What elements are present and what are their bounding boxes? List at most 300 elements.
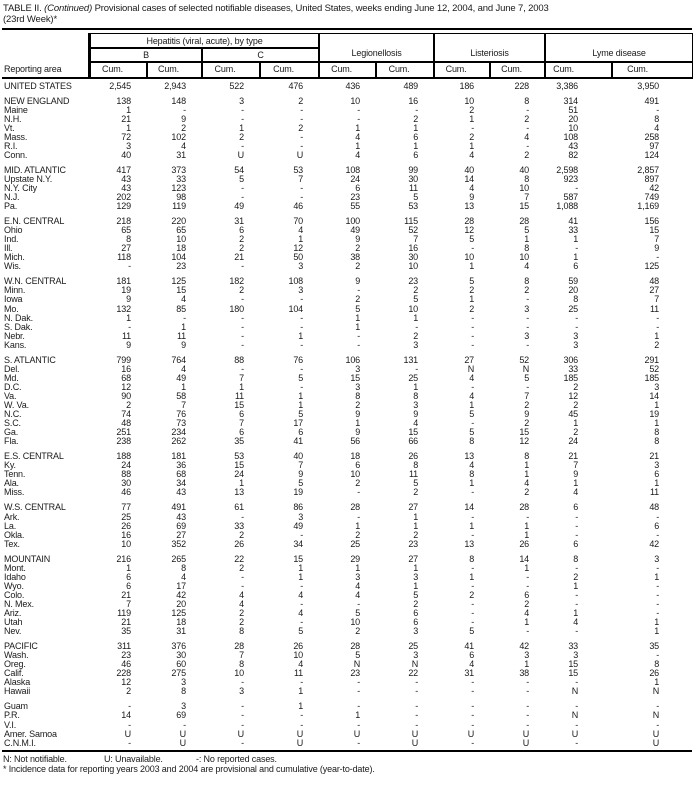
value-cell: 15	[234, 460, 244, 471]
value-cell: -	[526, 312, 530, 323]
value-cell: -	[241, 182, 244, 193]
value-cell: -	[575, 737, 579, 748]
reporting-area-cell: Del.	[4, 363, 20, 374]
value-cell: 30	[408, 252, 419, 263]
value-cell: 3	[524, 330, 530, 341]
value-cell: 5	[298, 478, 304, 489]
value-cell: 8	[469, 436, 475, 447]
value-cell: U	[353, 728, 361, 739]
reporting-area-cell: W.N. CENTRAL	[4, 276, 67, 287]
title-week: (23rd Week)*	[3, 13, 57, 25]
value-cell: 1	[573, 580, 579, 591]
value-cell: -	[128, 261, 131, 272]
value-cell: 228	[116, 668, 131, 679]
table-row	[2, 277, 693, 286]
value-cell: 43	[121, 182, 131, 193]
table-row	[2, 124, 693, 133]
value-cell: 43	[121, 173, 131, 184]
col-header-cum-2004	[202, 62, 260, 79]
value-cell: 25	[408, 641, 419, 652]
reporting-area-cell: Calif.	[4, 668, 24, 679]
value-cell: 3	[355, 363, 361, 374]
value-cell: 764	[171, 354, 186, 365]
value-cell: 265	[171, 553, 186, 564]
value-cell: 587	[563, 192, 579, 203]
value-cell: 5	[298, 409, 304, 420]
value-cell: 26	[519, 538, 530, 549]
value-cell: 2	[239, 617, 244, 628]
value-cell: 12	[121, 677, 131, 688]
value-cell: 6	[239, 225, 244, 236]
cum-label: Cum.	[501, 64, 522, 74]
value-cell: -	[575, 520, 579, 531]
value-cell: 4	[181, 363, 186, 374]
table-row	[2, 609, 693, 618]
value-cell: 6	[355, 182, 361, 193]
table-row	[2, 651, 693, 660]
reporting-area-cell: E.S. CENTRAL	[4, 451, 64, 462]
value-cell: -	[575, 626, 579, 637]
value-cell: 104	[171, 252, 186, 263]
value-cell: -	[357, 104, 361, 115]
value-cell: -	[415, 104, 419, 115]
value-cell: 106	[345, 354, 361, 365]
value-cell: 119	[117, 607, 131, 618]
table-row	[2, 470, 693, 479]
table-row	[2, 184, 693, 193]
value-cell: 1	[469, 571, 475, 582]
cum-label: Cum.	[102, 64, 123, 74]
value-cell: 56	[350, 436, 361, 447]
value-cell: 9	[355, 409, 361, 420]
value-cell: 5	[524, 372, 530, 383]
value-cell: 1	[524, 520, 530, 531]
value-cell: -	[300, 140, 304, 151]
value-cell: 88	[121, 469, 131, 480]
value-cell: -	[357, 701, 361, 712]
reporting-area-cell: V.I.	[4, 719, 17, 730]
value-cell: 53	[293, 164, 304, 175]
value-cell: 10	[519, 182, 530, 193]
reporting-area-cell: Wash.	[4, 650, 29, 661]
value-cell: -	[415, 719, 419, 730]
table-row	[2, 437, 693, 446]
value-cell: 4	[355, 131, 361, 142]
table-row	[2, 323, 693, 332]
table-row	[2, 591, 693, 600]
value-cell: -	[656, 312, 660, 323]
value-cell: U	[296, 728, 304, 739]
value-cell: U	[124, 728, 131, 739]
title-main: Provisional cases of selected notifiable diseases, United States, weeks ending June 12, 2004, and June 7, 2003	[92, 3, 549, 14]
value-cell: 4	[573, 617, 579, 628]
value-cell: N	[652, 686, 660, 697]
value-cell: 2	[413, 529, 419, 540]
table-row	[2, 522, 693, 531]
value-cell: 897	[644, 173, 660, 184]
value-cell: 5	[469, 276, 475, 287]
value-cell: 11	[176, 330, 186, 341]
value-cell: 4	[524, 478, 530, 489]
value-cell: 148	[171, 95, 186, 106]
table-row	[2, 392, 693, 401]
value-cell: 48	[649, 276, 660, 287]
reporting-area-cell: Ky.	[4, 460, 16, 471]
value-cell: N	[353, 659, 361, 670]
table-row	[2, 461, 693, 470]
value-cell: 2	[355, 478, 361, 489]
value-cell: 1	[413, 520, 419, 531]
value-cell: 2	[524, 418, 530, 429]
value-cell: 9	[298, 469, 304, 480]
reporting-area-header: Reporting area	[2, 33, 90, 79]
value-cell: -	[357, 677, 361, 688]
value-cell: 15	[649, 225, 660, 236]
value-cell: -	[300, 294, 304, 305]
value-cell: U	[411, 728, 419, 739]
table-title	[2, 4, 692, 30]
value-cell: -	[241, 294, 244, 305]
value-cell: 28	[519, 216, 530, 227]
value-cell: 2,943	[164, 80, 186, 91]
value-cell: 1	[298, 400, 304, 410]
reporting-area-cell: N.H.	[4, 113, 22, 124]
value-cell: -	[300, 381, 304, 392]
value-cell: 1	[239, 122, 244, 133]
value-cell: 436	[345, 80, 361, 91]
reporting-area-cell: La.	[4, 520, 17, 531]
value-cell: 5	[413, 294, 419, 305]
value-cell: -	[241, 363, 244, 374]
table-row	[2, 97, 693, 106]
value-cell: 5	[413, 478, 419, 489]
value-cell: 1	[413, 140, 419, 151]
table-row	[2, 253, 693, 262]
value-cell: 8	[469, 469, 475, 480]
value-cell: 18	[350, 451, 361, 462]
value-cell: 4	[181, 294, 186, 305]
value-cell: 104	[288, 303, 304, 314]
footnotes	[2, 752, 692, 774]
value-cell: 23	[176, 261, 186, 272]
value-cell: -	[300, 710, 304, 721]
value-cell: 1	[654, 617, 660, 628]
value-cell: 2	[355, 294, 361, 305]
value-cell: 1	[298, 562, 304, 573]
value-cell: 7	[239, 418, 244, 429]
reporting-area-cell: UNITED STATES	[4, 80, 72, 91]
table-row	[2, 730, 693, 739]
table-row	[2, 151, 693, 160]
value-cell: 228	[514, 80, 530, 91]
value-cell: 34	[293, 538, 304, 549]
value-cell: 156	[644, 216, 660, 227]
value-cell: -	[575, 598, 579, 609]
value-cell: 2	[469, 131, 475, 142]
value-cell: -	[656, 511, 660, 522]
value-cell: 8	[181, 562, 186, 573]
value-cell: -	[526, 571, 530, 582]
value-cell: 8	[469, 553, 475, 564]
value-cell: 8	[524, 451, 530, 462]
value-cell: 21	[121, 113, 131, 124]
value-cell: 1	[298, 330, 304, 341]
value-cell: -	[656, 562, 660, 573]
value-cell: 8	[524, 95, 530, 106]
value-cell: 1	[239, 478, 244, 489]
value-cell: 10	[464, 95, 475, 106]
value-cell: -	[300, 363, 304, 374]
value-cell: -	[241, 321, 244, 332]
value-cell: -	[415, 363, 419, 374]
value-cell: 40	[519, 164, 530, 175]
value-cell: 98	[176, 192, 186, 203]
value-cell: 417	[116, 164, 131, 175]
value-cell: 27	[649, 285, 660, 296]
value-cell: 10	[568, 122, 579, 133]
value-cell: 66	[408, 436, 419, 447]
value-cell: 68	[176, 469, 186, 480]
value-cell: 311	[117, 641, 131, 652]
value-cell: -	[526, 719, 530, 730]
value-cell: 33	[234, 520, 244, 531]
value-cell: 1	[654, 330, 660, 341]
value-cell: 40	[464, 164, 475, 175]
reporting-area-cell: Oreg.	[4, 659, 26, 670]
value-cell: 12	[568, 390, 579, 401]
value-cell: 46	[121, 659, 131, 670]
col-header-cum-2004	[319, 62, 376, 79]
value-cell: 4	[469, 390, 475, 401]
value-cell: 15	[234, 400, 244, 410]
value-cell: 4	[181, 571, 186, 582]
table-row	[2, 262, 693, 271]
value-cell: 8	[573, 294, 579, 305]
value-cell: 491	[171, 502, 186, 513]
value-cell: 8	[413, 390, 419, 401]
value-cell: 7	[181, 400, 186, 410]
value-cell: 23	[121, 650, 131, 661]
value-cell: 2,857	[637, 164, 660, 175]
value-cell: 119	[172, 201, 186, 212]
value-cell: 10	[350, 469, 361, 480]
value-cell: -	[300, 529, 304, 540]
value-cell: 3	[126, 140, 131, 151]
value-cell: 1,088	[556, 201, 579, 212]
value-cell: 2	[239, 285, 244, 296]
value-cell: 4	[298, 225, 304, 236]
value-cell: 1	[355, 520, 361, 531]
legend-not-notifiable: N: Not notifiable.	[3, 753, 67, 764]
value-cell: 24	[234, 469, 244, 480]
value-cell: 1	[239, 381, 244, 392]
value-cell: 9	[181, 113, 186, 124]
table-row	[2, 193, 693, 202]
value-cell: 1	[573, 478, 579, 489]
value-cell: 275	[171, 668, 186, 679]
value-cell: -	[300, 113, 304, 124]
value-cell: 17	[176, 580, 186, 591]
value-cell: -	[575, 701, 579, 712]
value-cell: 86	[293, 502, 304, 513]
value-cell: 26	[121, 520, 131, 531]
legionellosis-group-header: Legionellosis	[319, 33, 434, 62]
reporting-area-cell: NEW ENGLAND	[4, 95, 70, 106]
value-cell: 12	[293, 243, 304, 254]
value-cell: 131	[403, 354, 419, 365]
value-cell: 5	[413, 589, 419, 600]
value-cell: 19	[121, 285, 131, 296]
value-cell: 125	[171, 607, 186, 618]
value-cell: 6	[573, 261, 579, 272]
value-cell: 1	[355, 321, 361, 332]
value-cell: 52	[408, 225, 419, 236]
value-cell: 2	[355, 400, 361, 410]
col-header-cum-2003	[612, 62, 693, 79]
value-cell: 3	[181, 701, 186, 712]
reporting-area-cell: N. Mex.	[4, 598, 34, 609]
value-cell: 216	[116, 553, 131, 564]
value-cell: 21	[649, 451, 660, 462]
value-cell: 73	[176, 418, 186, 429]
value-cell: -	[357, 686, 361, 697]
value-cell: -	[526, 294, 530, 305]
table-row	[2, 669, 693, 678]
value-cell: 8	[654, 113, 660, 124]
value-cell: 1	[524, 562, 530, 573]
value-cell: 8	[524, 173, 530, 184]
value-cell: 14	[464, 502, 475, 513]
value-cell: 24	[568, 436, 579, 447]
value-cell: 4	[239, 598, 244, 609]
value-cell: -	[656, 650, 660, 661]
reporting-area-cell: Ala.	[4, 478, 19, 489]
value-cell: 16	[121, 363, 131, 374]
table-row	[2, 314, 693, 323]
value-cell: 33	[568, 225, 579, 236]
value-cell: 3	[298, 511, 304, 522]
reporting-area-cell: N.C.	[4, 409, 22, 420]
value-cell: 42	[649, 538, 660, 549]
value-cell: -	[656, 321, 660, 332]
table-row	[2, 235, 693, 244]
value-cell: -	[471, 737, 475, 748]
value-cell: -	[471, 677, 475, 688]
value-cell: 3	[298, 261, 304, 272]
value-cell: 4	[355, 149, 361, 160]
value-cell: 8	[181, 686, 186, 697]
value-cell: 1	[654, 478, 660, 489]
value-cell: 3	[524, 650, 530, 661]
value-cell: -	[575, 312, 579, 323]
value-cell: 2	[355, 626, 361, 637]
value-cell: 68	[121, 372, 131, 383]
table-row	[2, 642, 693, 651]
value-cell: 8	[355, 390, 361, 401]
value-cell: 52	[649, 363, 660, 374]
value-cell: 202	[116, 192, 131, 203]
value-cell: 2	[573, 381, 579, 392]
value-cell: 30	[408, 173, 419, 184]
reporting-area-cell: Ohio	[4, 225, 23, 236]
value-cell: -	[526, 122, 530, 133]
value-cell: 3	[413, 571, 419, 582]
value-cell: 1	[654, 626, 660, 637]
value-cell: 27	[121, 243, 131, 254]
value-cell: -	[575, 562, 579, 573]
value-cell: 31	[176, 626, 186, 637]
value-cell: 1	[355, 710, 361, 721]
value-cell: 4	[181, 140, 186, 151]
table-row	[2, 660, 693, 669]
value-cell: 76	[176, 409, 186, 420]
value-cell: 5	[298, 626, 304, 637]
value-cell: 262	[171, 436, 186, 447]
value-cell: 2	[239, 131, 244, 142]
value-cell: 7	[298, 460, 304, 471]
value-cell: 41	[293, 436, 304, 447]
reporting-area-cell: W.S. CENTRAL	[4, 502, 66, 513]
value-cell: -	[300, 617, 304, 628]
value-cell: 8	[524, 276, 530, 287]
value-cell: 3	[181, 677, 186, 688]
value-cell: 100	[345, 216, 361, 227]
value-cell: 30	[176, 650, 186, 661]
reporting-area-cell: P.R.	[4, 710, 20, 721]
value-cell: -	[526, 321, 530, 332]
value-cell: 8	[239, 626, 244, 637]
value-cell: 8	[573, 553, 579, 564]
table-row	[2, 721, 693, 730]
value-cell: 373	[171, 164, 186, 175]
value-cell: 2	[573, 400, 579, 410]
value-cell: 6	[298, 427, 304, 438]
col-header-cum-2003	[490, 62, 545, 79]
value-cell: 923	[563, 173, 579, 184]
value-cell: -	[357, 511, 361, 522]
value-cell: 2	[126, 400, 131, 410]
value-cell: 3	[654, 381, 660, 392]
table-row	[2, 627, 693, 636]
cum-label: Cum.	[388, 64, 410, 74]
value-cell: 180	[229, 303, 244, 314]
value-cell: 14	[649, 390, 660, 401]
value-cell: 11	[650, 303, 660, 314]
value-cell: -	[241, 261, 244, 272]
table-row	[2, 452, 693, 461]
table-row	[2, 356, 693, 365]
value-cell: 3	[524, 303, 530, 314]
value-cell: 9	[181, 339, 186, 350]
value-cell: -	[526, 339, 530, 350]
value-cell: -	[575, 529, 579, 540]
value-cell: 3	[413, 400, 419, 410]
value-cell: -	[471, 339, 475, 350]
value-cell: 1	[413, 562, 419, 573]
table-row	[2, 79, 693, 91]
legend-no-cases: -: No reported cases.	[196, 753, 277, 764]
value-cell: -	[415, 686, 419, 697]
value-cell: 16	[408, 95, 419, 106]
value-cell: 54	[234, 164, 244, 175]
reporting-area-cell: E.N. CENTRAL	[4, 216, 65, 227]
value-cell: 33	[568, 641, 579, 652]
value-cell: 10	[408, 303, 419, 314]
title-continued: (Continued)	[44, 3, 93, 14]
value-cell: 2,598	[556, 164, 579, 175]
value-cell: 3	[573, 330, 579, 341]
value-cell: 28	[234, 641, 244, 652]
